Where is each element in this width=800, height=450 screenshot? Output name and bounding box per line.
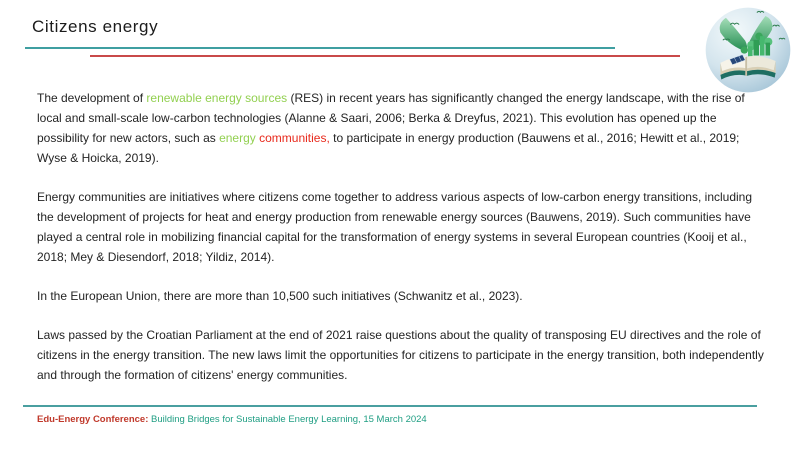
paragraph [37, 88, 768, 168]
footer-conference-label: Edu-Energy Conference: [37, 414, 149, 425]
highlighted-term-red: communities, [259, 131, 330, 145]
highlighted-term-green: energy [219, 131, 256, 145]
footer-subtitle: Building Bridges for Sustainable Energy Learning, 15 March 2024 [151, 414, 427, 425]
slide-body-text [37, 88, 768, 404]
sustainability-book-logo-icon [702, 4, 794, 96]
highlighted-term-green: renewable energy sources [146, 91, 288, 105]
text-run: (RES) in recent years has significantly changed the energy landscape, with the rise of local and small-scale low-carbon technologies (Alanne & Saari, 2006; Berka & Dreyfus, 2021). This evolution has opened up the possibility for new actors, such as [37, 91, 745, 145]
slide-title: Citizens energy [32, 17, 159, 36]
paragraph [37, 187, 768, 267]
title-underline-teal [25, 47, 615, 49]
paragraph [37, 286, 768, 306]
text-run: In the European Union, there are more than 10,500 such initiatives (Schwanitz et al., 2023). [37, 289, 523, 303]
text-run: Energy communities are initiatives where citizens come together to address various aspects of low-carbon energy transitions, including the development of projects for heat and energy production from renewable energy sources (Bauwens, 2019). Such communities have played a central role in mobilizing financial capital for the transformation of energy systems in several European countries (Kooij et al., 2018; Mey & Diesendorf, 2018; Yildiz, 2014). [37, 190, 753, 264]
text-run: to participate in energy production (Bauwens et al., 2016; Hewitt et al., 2019; Wyse & Hoicka, 2019). [37, 131, 740, 165]
paragraph [37, 325, 768, 385]
footer [37, 414, 427, 426]
text-run: Laws passed by the Croatian Parliament at the end of 2021 raise questions about the quality of transposing EU directives and the role of citizens in the energy transition. The new laws limit the opportunities for citizens to participate in the energy transition, both independently and through the formation of citizens' energy communities. [37, 328, 764, 382]
text-run: The development of [37, 91, 147, 105]
title-underline-red [90, 55, 680, 57]
footer-divider-line [23, 405, 757, 407]
